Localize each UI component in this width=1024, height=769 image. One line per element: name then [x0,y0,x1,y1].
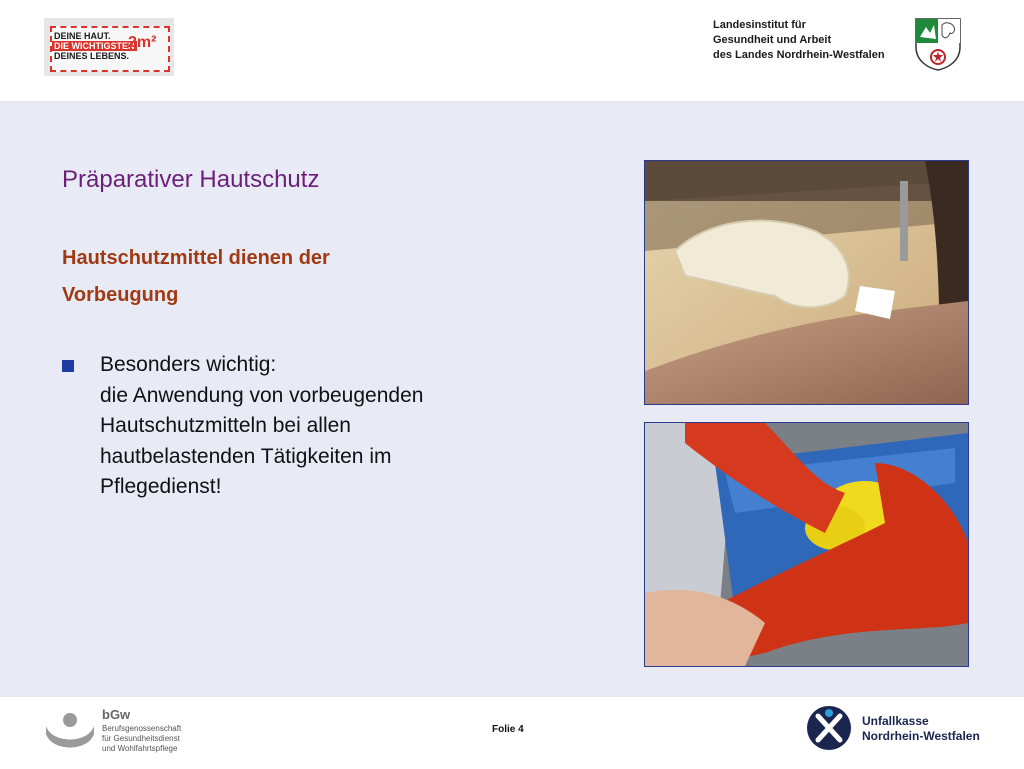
campaign-logo-line3: DEINES LEBENS. [54,51,130,61]
institute-line1: Landesinstitut für [713,19,806,31]
unfallkasse-logo [806,704,980,754]
bullet-line3: Hautschutzmitteln bei allen [100,414,351,437]
nrw-crest-icon [912,17,964,71]
slide-header [0,0,1024,102]
bgw-name: bGw [102,707,131,722]
bgw-emblem-icon [44,712,96,752]
institute-line3: des Landes Nordrhein-Westfalen [713,49,885,61]
bullet-line5: Pflegedienst! [100,475,222,498]
photo-red-gloves-cleaning [644,422,969,667]
unfallkasse-line1: Unfallkasse [862,714,929,728]
institute-line2: Gesundheit und Arbeit [713,34,832,46]
campaign-logo-line2: DIE WICHTIGSTEN [54,41,135,51]
institute-name [713,18,903,63]
campaign-logo [44,18,174,76]
bullet-line2: die Anwendung von vorbeugenden [100,383,424,407]
subtitle-line2: Vorbeugung [62,284,179,306]
bgw-line1: Berufsgenossenschaft [102,724,182,733]
bullet-line4: hautbelastenden Tätigkeiten im [100,444,392,468]
slide-number: Folie 4 [492,724,524,735]
subtitle-line1: Hautschutzmittel dienen der [62,247,330,269]
unfallkasse-emblem-icon [806,704,852,752]
unfallkasse-line2: Nordrhein-Westfalen [862,729,980,743]
campaign-logo-badge: 2m² [128,34,157,51]
bgw-logo [44,704,214,754]
slide-title: Präparativer Hautschutz [62,166,320,193]
campaign-logo-line1: DEINE HAUT. [54,31,111,41]
bullet-text [100,350,540,503]
bgw-line3: und Wohlfahrtspflege [102,744,178,753]
bullet-line1: Besonders wichtig: [100,353,277,376]
bgw-line2: für Gesundheitsdienst [102,734,180,743]
slide-subtitle [62,240,482,314]
square-bullet-icon [62,360,74,372]
photo-gloved-hand-applying-cream [644,160,969,405]
